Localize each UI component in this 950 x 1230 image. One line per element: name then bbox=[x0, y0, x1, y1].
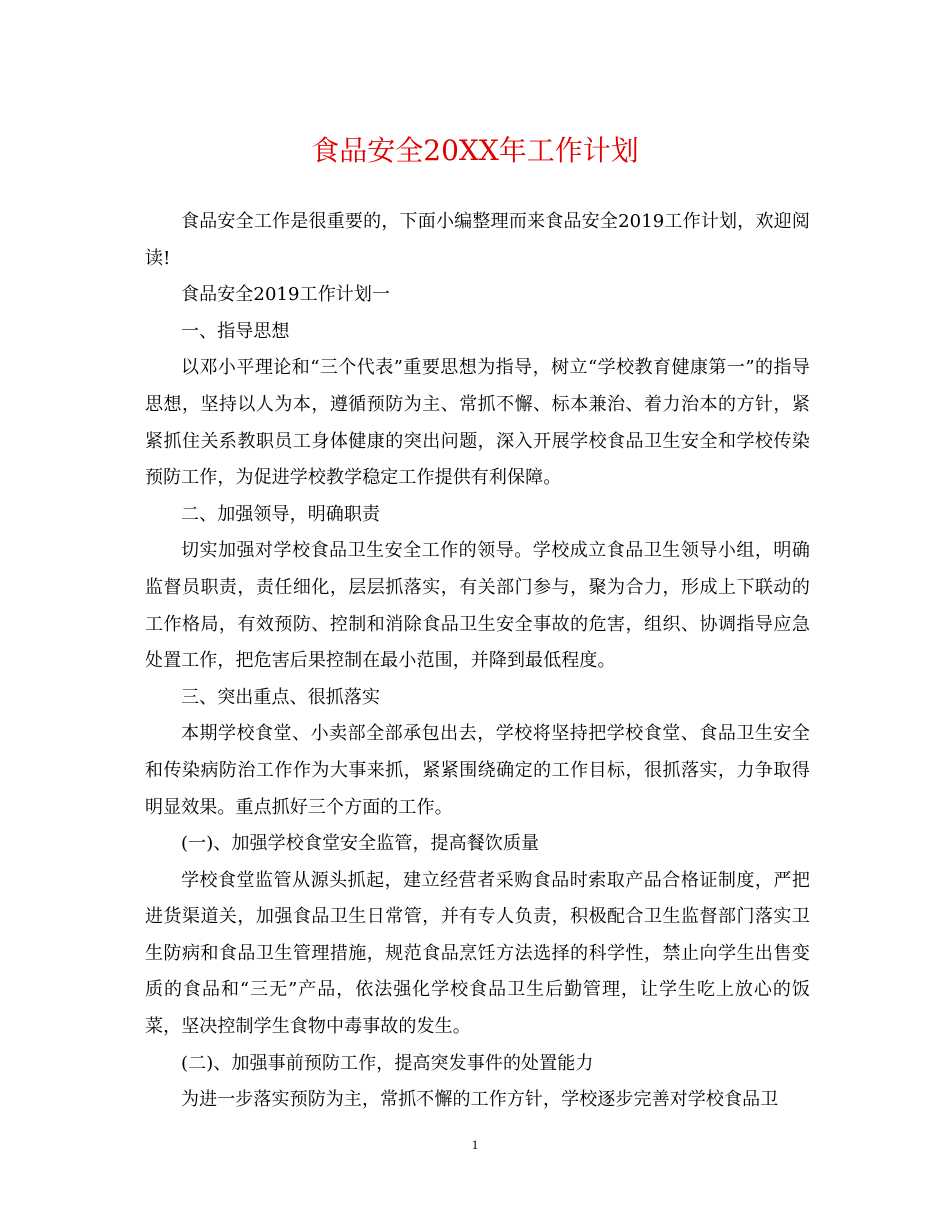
intro-paragraph: 食品安全工作是很重要的，下面小编整理而来食品安全2019工作计划，欢迎阅读! bbox=[145, 211, 810, 269]
document-title: 食品安全20XX年工作计划 bbox=[311, 134, 639, 167]
section-heading-1: 一、指导思想 bbox=[181, 320, 290, 342]
section-paragraph-1: 以邓小平理论和“三个代表”重要思想为指导，树立“学校教育健康第一”的指导思想，坚持以人为本，遵循预防为主、常抓不懈、标本兼治、着力治本的方针，紧紧抓住关系教职员工身体健康的突出问题，深入开展学校食品卫生安全和学校传染预防工作，为促进学校教学稳定工作提供有利保障。 bbox=[145, 357, 810, 489]
subsection-paragraph-1: 学校食堂监管从源头抓起，建立经营者采购食品时索取产品合格证制度，严把进货渠道关，加强食品卫生日常管，并有专人负责，积极配合卫生监督部门落实卫生防病和食品卫生管理措施，规范食品烹饪方法选择的科学性，禁止向学生出售变质的食品和“三无”产品，依法强化学校食品卫生后勤管理，让学生吃上放心的饭菜，坚决控制学生食物中毒事故的发生。 bbox=[145, 869, 810, 1038]
section-heading-2: 二、加强领导，明确职责 bbox=[181, 503, 381, 525]
section-heading-3: 三、突出重点、很抓落实 bbox=[181, 686, 381, 708]
section-paragraph-2: 切实加强对学校食品卫生安全工作的领导。学校成立食品卫生领导小组，明确监督员职责，责任细化，层层抓落实，有关部门参与，聚为合力，形成上下联动的工作格局，有效预防、控制和消除食品卫生安全事故的危害，组织、协调指导应急处置工作，把危害后果控制在最小范围，并降到最低程度。 bbox=[145, 540, 810, 672]
document-body bbox=[145, 204, 810, 1119]
page-number: 1 bbox=[471, 1137, 479, 1152]
subsection-heading-2: (二)、加强事前预防工作，提高突发事件的处置能力 bbox=[181, 1052, 594, 1074]
subsection-paragraph-2: 为进一步落实预防为主，常抓不懈的工作方针，学校逐步完善对学校食品卫 bbox=[181, 1089, 779, 1111]
plan-heading: 食品安全2019工作计划一 bbox=[181, 284, 391, 306]
subsection-heading-1: (一)、加强学校食堂安全监管，提高餐饮质量 bbox=[181, 833, 540, 855]
section-paragraph-3: 本期学校食堂、小卖部全部承包出去，学校将坚持把学校食堂、食品卫生安全和传染病防治工作作为大事来抓，紧紧围绕确定的工作目标，很抓落实，力争取得明显效果。重点抓好三个方面的工作。 bbox=[145, 723, 810, 818]
